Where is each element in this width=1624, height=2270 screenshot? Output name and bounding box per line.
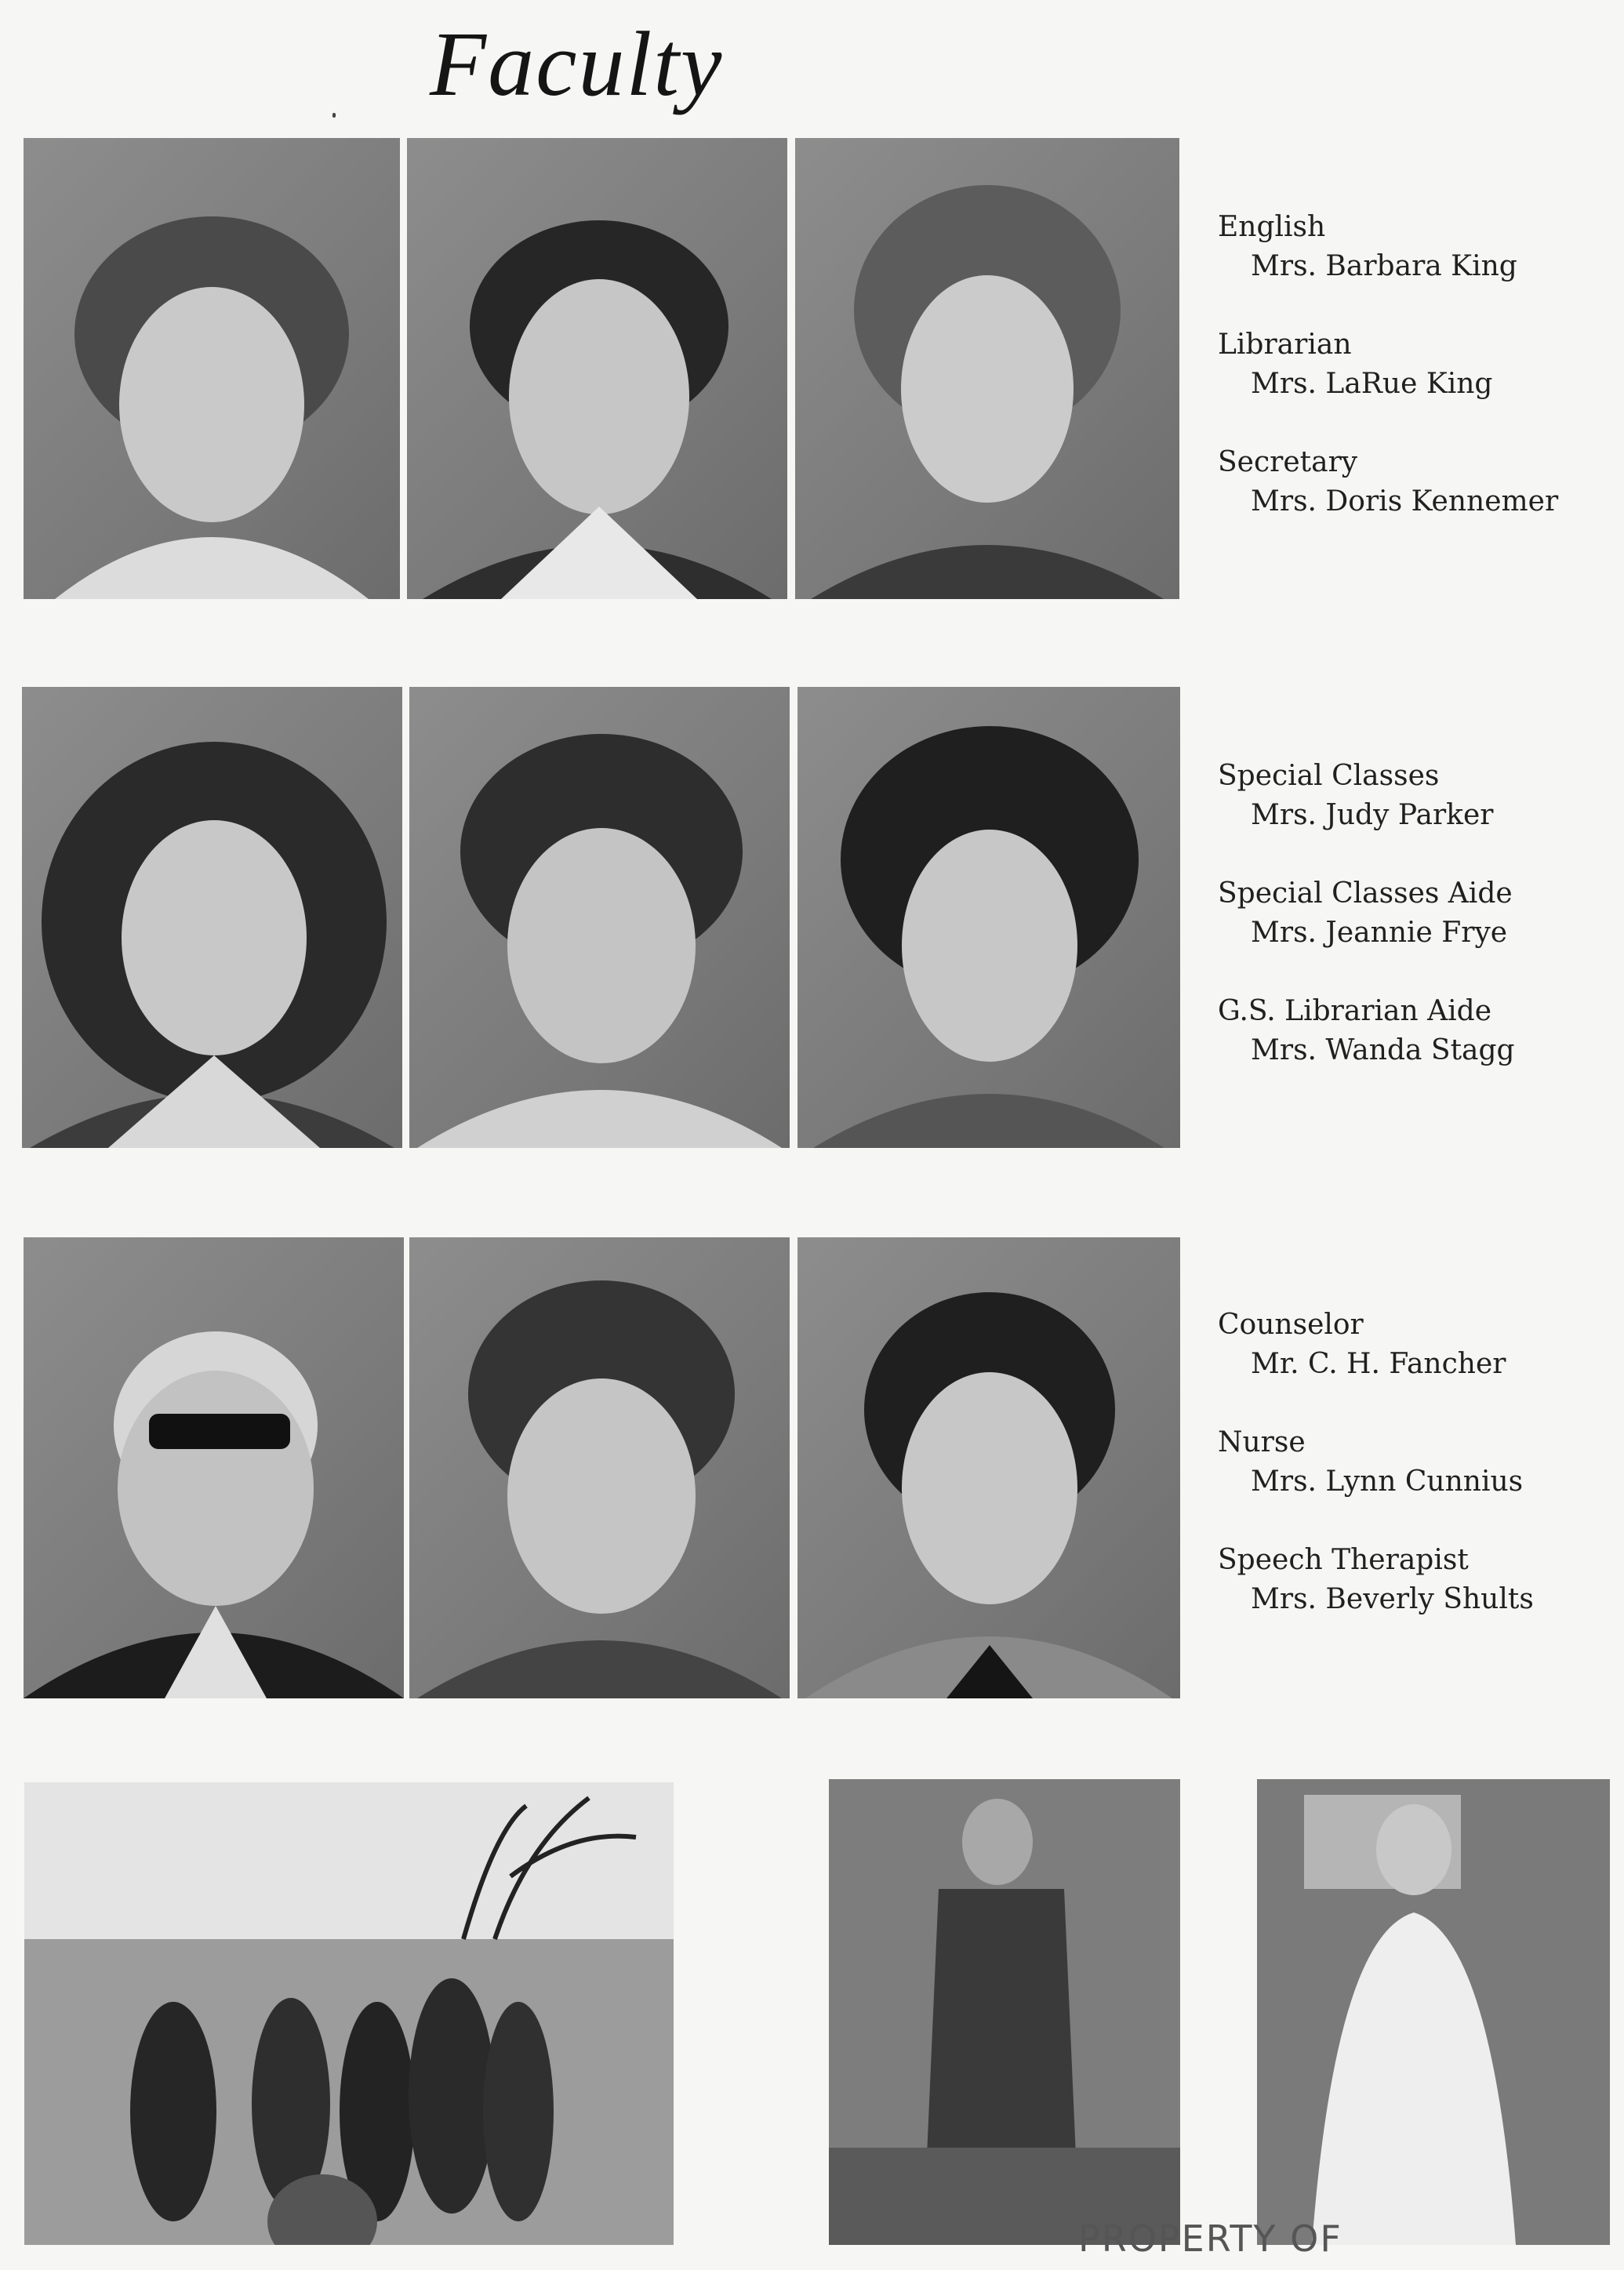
caption-group-2	[1218, 757, 1515, 1110]
staff-name: Mrs. Barbara King	[1251, 250, 1517, 282]
staff-entry	[1218, 992, 1515, 1070]
staff-role: Counselor	[1218, 1309, 1364, 1341]
staff-name: Mrs. Beverly Shults	[1251, 1583, 1534, 1615]
staff-name: Mrs. Jeannie Frye	[1251, 917, 1508, 949]
staff-role: Secretary	[1218, 446, 1358, 478]
portrait-photo	[797, 687, 1180, 1148]
page-title: Faculty	[430, 13, 724, 115]
staff-role: English	[1218, 211, 1326, 243]
staff-role: Special Classes	[1218, 760, 1440, 792]
staff-name: Mrs. Wanda Stagg	[1251, 1034, 1515, 1066]
staff-entry	[1218, 208, 1558, 286]
portrait-photo	[797, 1237, 1180, 1698]
staff-entry	[1218, 874, 1515, 953]
staff-role: Special Classes Aide	[1218, 877, 1513, 910]
candid-photo-hallway	[829, 1779, 1180, 2245]
staff-entry	[1218, 757, 1515, 835]
staff-entry	[1218, 1423, 1534, 1502]
staff-name: Mrs. Doris Kennemer	[1251, 485, 1559, 518]
portrait-photo	[409, 1237, 790, 1698]
portrait-photo	[409, 687, 790, 1148]
staff-name: Mrs. Lynn Cunnius	[1251, 1466, 1524, 1498]
portrait-photo	[22, 687, 402, 1148]
candid-photo-nurse	[1257, 1779, 1610, 2245]
staff-entry	[1218, 325, 1558, 404]
staff-role: Nurse	[1218, 1426, 1306, 1458]
print-speck	[332, 113, 336, 118]
staff-role: Speech Therapist	[1218, 1544, 1469, 1576]
portrait-photo	[24, 1237, 404, 1698]
staff-name: Mr. C. H. Fancher	[1251, 1348, 1506, 1380]
staff-role: G.S. Librarian Aide	[1218, 995, 1491, 1027]
candid-photo-playground	[24, 1782, 674, 2245]
caption-group-3	[1218, 1306, 1534, 1658]
staff-name: Mrs. Judy Parker	[1251, 799, 1494, 831]
caption-group-1	[1218, 208, 1558, 561]
staff-name: Mrs. LaRue King	[1251, 368, 1493, 400]
portrait-photo	[407, 138, 787, 599]
staff-entry	[1218, 443, 1558, 521]
property-stamp: PROPERTY OF	[1078, 2217, 1342, 2260]
portrait-photo	[24, 138, 400, 599]
staff-role: Librarian	[1218, 329, 1352, 361]
portrait-photo	[795, 138, 1179, 599]
staff-entry	[1218, 1306, 1534, 1384]
staff-entry	[1218, 1541, 1534, 1619]
